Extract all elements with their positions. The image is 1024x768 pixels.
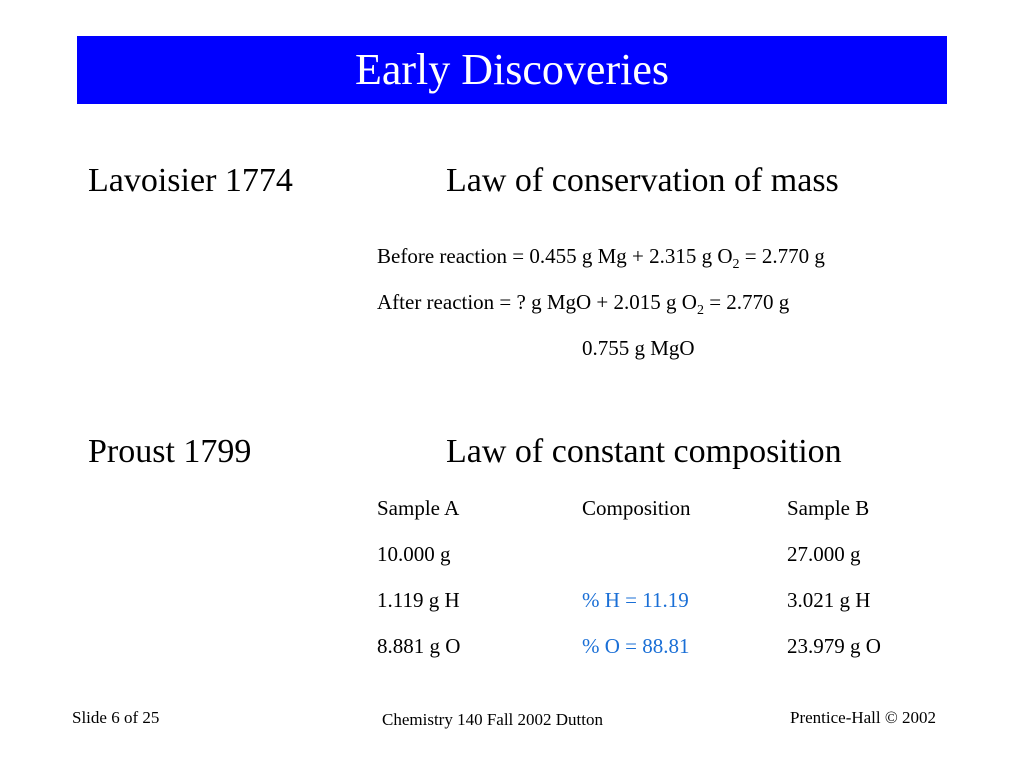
row3-sample-a: 8.881 g O	[377, 634, 461, 658]
row2-sample-b: 3.021 g H	[787, 588, 871, 612]
after-reaction-line	[377, 290, 790, 318]
row1-sample-a: 10.000 g	[377, 542, 451, 566]
row2-sample-a: 1.119 g H	[377, 588, 460, 612]
after-reaction-subscript: 2	[696, 303, 704, 318]
course-label: Chemistry 140 Fall 2002 Dutton	[382, 710, 603, 729]
before-reaction-subscript: 2	[732, 257, 740, 272]
before-reaction-suffix: = 2.770 g	[739, 244, 825, 268]
header-sample-a: Sample A	[377, 496, 460, 520]
title-bar	[77, 36, 947, 104]
row2-composition: % H = 11.19	[582, 588, 689, 612]
before-reaction-prefix: Before reaction = 0.455 g Mg + 2.315 g O	[377, 244, 733, 268]
lavoisier-name: Lavoisier 1774	[88, 162, 293, 199]
slide-number: Slide 6 of 25	[72, 708, 160, 727]
proust-law: Law of constant composition	[446, 433, 842, 470]
before-reaction-line	[377, 244, 825, 272]
slide-title: Early Discoveries	[355, 45, 669, 94]
after-reaction-prefix: After reaction = ? g MgO + 2.015 g O	[377, 290, 697, 314]
header-sample-b: Sample B	[787, 496, 870, 520]
row3-composition: % O = 88.81	[582, 634, 690, 658]
header-composition: Composition	[582, 496, 691, 520]
row3-sample-b: 23.979 g O	[787, 634, 881, 658]
row1-sample-b: 27.000 g	[787, 542, 861, 566]
lavoisier-law: Law of conservation of mass	[446, 162, 839, 199]
reaction-result: 0.755 g MgO	[582, 336, 695, 360]
copyright-label: Prentice-Hall © 2002	[790, 708, 937, 727]
after-reaction-suffix: = 2.770 g	[703, 290, 790, 314]
proust-name: Proust 1799	[88, 433, 252, 470]
